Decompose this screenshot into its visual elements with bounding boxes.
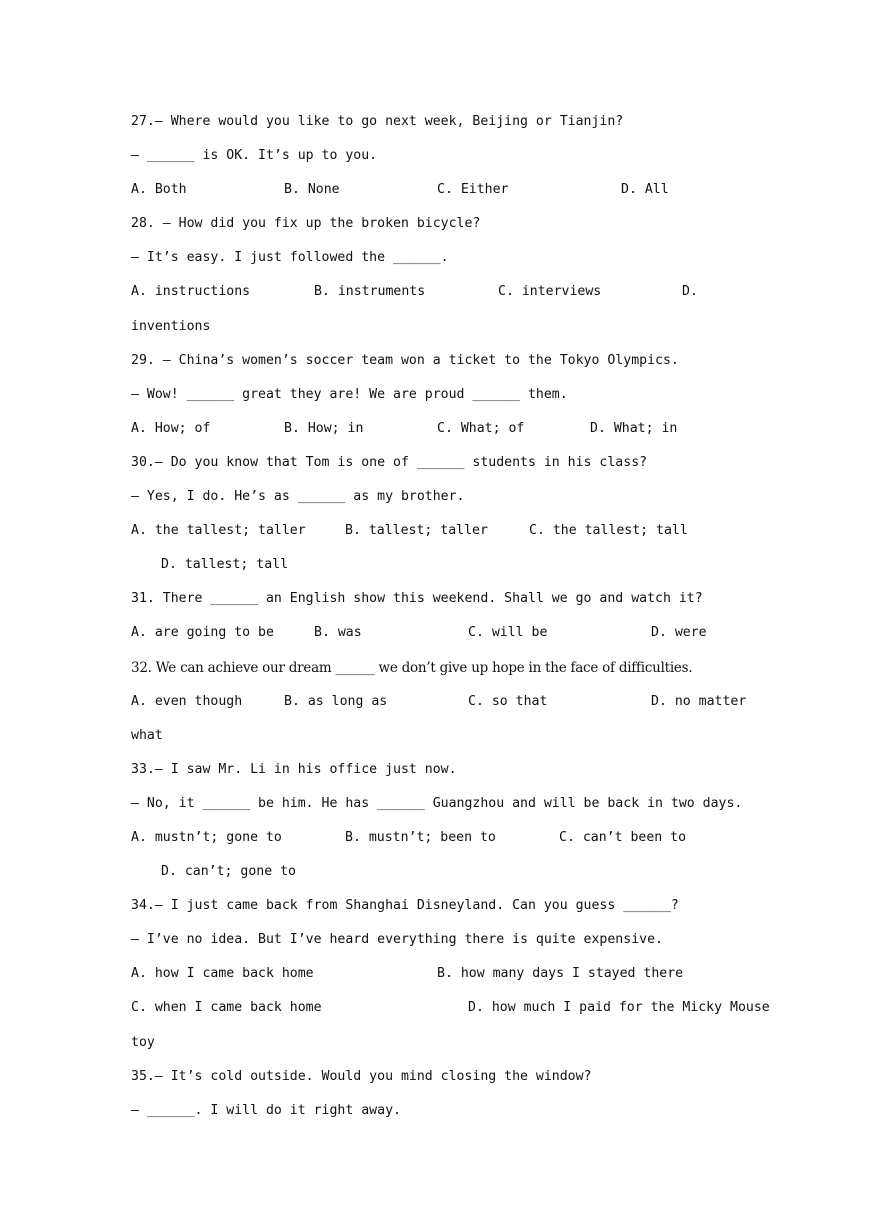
option-d: D. — [682, 284, 698, 300]
question-33-options — [131, 827, 741, 861]
option-a: A. instructions — [131, 284, 251, 300]
option-b: B. mustn’t; been to — [345, 829, 496, 845]
option-c: C. What; of — [437, 420, 525, 436]
option-b: B. was — [314, 625, 362, 641]
option-b: B. instruments — [314, 284, 426, 300]
question-28-options — [131, 281, 741, 315]
option-a: A. even though — [131, 693, 243, 709]
option-a: A. the tallest; taller — [131, 523, 306, 539]
option-d: D. how much I paid for the Micky Mouse — [468, 1000, 770, 1016]
question-34-options-cd — [131, 997, 770, 1031]
option-d: D. no matter — [651, 693, 747, 709]
exam-page — [131, 111, 770, 1134]
question-30-option-d: D. tallest; tall — [161, 557, 289, 573]
question-29-options — [131, 418, 741, 452]
option-c: C. Either — [437, 182, 509, 198]
question-34-stem: 34.— I just came back from Shanghai Disneyland. Can you guess ______? — [131, 898, 679, 914]
option-b: B. as long as — [284, 693, 388, 709]
question-29-stem: 29. — China’s women’s soccer team won a ticket to the Tokyo Olympics. — [131, 352, 679, 368]
question-30-stem: 30.— Do you know that Tom is one of ______ students in his class? — [131, 454, 648, 470]
question-34-reply: — I’ve no idea. But I’ve heard everything there is quite expensive. — [131, 932, 663, 948]
question-31-stem: 31. There ______ an English show this weekend. Shall we go and watch it? — [131, 591, 703, 607]
option-b: B. None — [284, 182, 340, 198]
question-27-reply: — ______ is OK. It’s up to you. — [131, 148, 378, 164]
question-28-stem: 28. — How did you fix up the broken bicycle? — [131, 216, 481, 232]
question-33-stem: 33.— I saw Mr. Li in his office just now. — [131, 761, 457, 777]
question-30-reply: — Yes, I do. He’s as ______ as my brother. — [131, 489, 465, 505]
question-32-option-d-wrap: what — [131, 727, 163, 743]
question-34-option-d-wrap: toy — [131, 1034, 155, 1050]
question-32-stem: 32. We can achieve our dream ______ we don’t give up hope in the face of difficulties. — [131, 659, 693, 676]
question-33-option-d: D. can’t; gone to — [161, 864, 296, 880]
question-31-options — [131, 622, 741, 656]
option-c: C. the tallest; tall — [529, 523, 688, 539]
option-b: B. how many days I stayed there — [437, 966, 684, 982]
question-28-option-d-wrap: inventions — [131, 318, 211, 334]
option-a: A. How; of — [131, 420, 211, 436]
option-c: C. will be — [468, 625, 548, 641]
option-d: D. What; in — [590, 420, 678, 436]
question-34-options-ab — [131, 963, 741, 997]
question-30-options — [131, 520, 741, 554]
question-27-stem: 27.— Where would you like to go next week, Beijing or Tianjin? — [131, 114, 624, 129]
option-a: A. Both — [131, 182, 187, 198]
option-c: C. so that — [468, 693, 548, 709]
option-a: A. are going to be — [131, 625, 274, 641]
option-b: B. tallest; taller — [345, 523, 488, 539]
question-35-stem: 35.— It’s cold outside. Would you mind closing the window? — [131, 1068, 592, 1084]
question-35-reply: — ______. I will do it right away. — [131, 1102, 401, 1118]
option-d: D. All — [621, 182, 669, 198]
option-a: A. mustn’t; gone to — [131, 829, 282, 845]
question-27-options — [131, 179, 741, 213]
question-28-reply: — It’s easy. I just followed the ______. — [131, 250, 449, 266]
question-32-options — [131, 691, 747, 725]
question-33-reply: — No, it ______ be him. He has ______ Guangzhou and will be back in two days. — [131, 795, 743, 811]
option-c: C. can’t been to — [559, 829, 687, 845]
option-d: D. were — [651, 625, 707, 641]
option-c: C. when I came back home — [131, 1000, 322, 1016]
option-b: B. How; in — [284, 420, 364, 436]
option-c: C. interviews — [498, 284, 602, 300]
option-a: A. how I came back home — [131, 966, 314, 982]
question-29-reply: — Wow! ______ great they are! We are proud ______ them. — [131, 386, 568, 402]
